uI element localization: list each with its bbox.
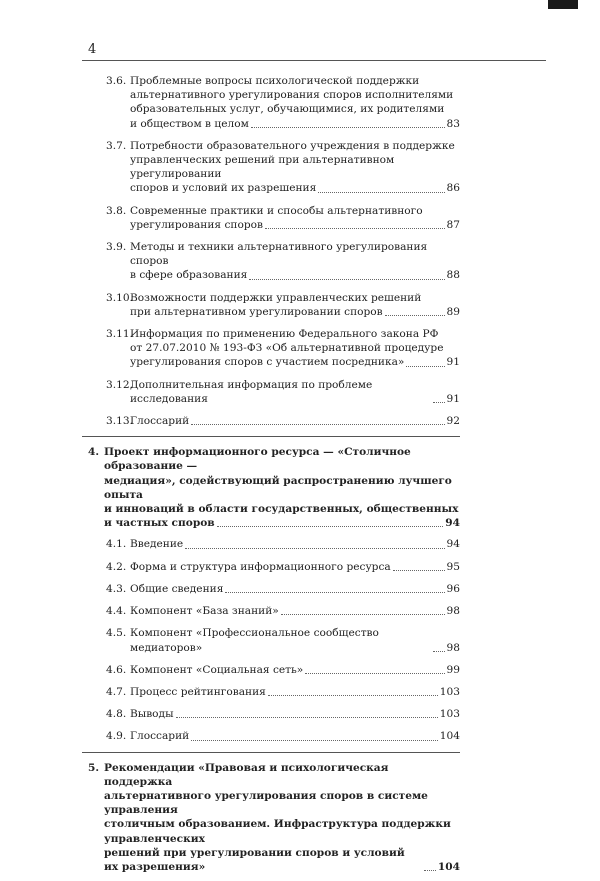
entry-title-line: Компонент «База знаний» — [130, 605, 279, 618]
page-ref: 103 — [439, 708, 460, 721]
entry-number: 4.6. — [106, 663, 127, 676]
entry-number: 3.9. — [106, 241, 127, 254]
section-separator — [82, 436, 460, 437]
dot-leader — [433, 651, 445, 652]
entry-number: 3.10. — [106, 291, 133, 304]
page-ref: 86 — [446, 182, 460, 195]
entry-last-line — [130, 707, 460, 721]
entry-title-line: Методы и техники альтернативного урегулирования споров — [130, 241, 428, 268]
entry-number: 4.1. — [106, 538, 127, 551]
entry-last-line — [130, 685, 460, 699]
entry-number: 3.13. — [106, 415, 133, 428]
entry-last-line — [130, 355, 460, 369]
dot-leader — [191, 740, 438, 741]
toc-entry[interactable] — [88, 240, 460, 283]
entry-last-line — [130, 560, 460, 574]
entry-number: 5. — [88, 761, 100, 774]
entry-last-line — [130, 626, 460, 654]
page-ref: 91 — [446, 392, 460, 405]
entry-title-line: в сфере образования — [130, 269, 248, 282]
entry-title-line: и обществом в целом — [130, 117, 249, 130]
toc-entry[interactable] — [88, 204, 460, 232]
entry-number: 3.8. — [106, 204, 127, 217]
entry-title-line: от 27.07.2010 № 193-ФЗ «Об альтернативной процедуре — [130, 342, 444, 355]
entry-title-line: образовательных услуг, обучающимися, их родителями — [130, 103, 445, 116]
entry-title-line: управленческих решений при альтернативном урегулировании — [130, 154, 395, 181]
entry-title-line: Современные практики и способы альтернативного — [130, 204, 423, 217]
dot-leader — [217, 526, 444, 527]
dot-leader — [268, 695, 438, 696]
entry-title-line: урегулирования споров — [130, 218, 263, 231]
toc-chapter-entry[interactable] — [88, 445, 460, 530]
entry-last-line — [104, 516, 460, 530]
entry-number: 4.9. — [106, 730, 127, 743]
toc-entry[interactable] — [88, 74, 460, 131]
toc-entry[interactable] — [88, 663, 460, 677]
section-separator — [82, 752, 460, 753]
toc-entry[interactable] — [88, 414, 460, 428]
header-rule — [82, 60, 546, 61]
entry-title-line: Возможности поддержки управленческих решений — [130, 291, 422, 304]
toc-entry[interactable] — [88, 707, 460, 721]
entry-title-line: Компонент «Профессиональное сообщество медиаторов» — [130, 627, 379, 654]
dot-leader — [185, 548, 444, 549]
entry-title-line: Глоссарий — [130, 415, 190, 428]
entry-number: 4. — [88, 446, 100, 459]
page-ref: 99 — [446, 663, 460, 676]
page-ref: 104 — [437, 860, 460, 873]
table-of-contents — [88, 74, 460, 881]
entry-number: 3.7. — [106, 139, 127, 152]
toc-entry[interactable] — [88, 582, 460, 596]
toc-entry[interactable] — [88, 685, 460, 699]
entry-title-line: Форма и структура информационного ресурса — [130, 560, 391, 573]
dot-leader — [251, 127, 445, 128]
page-ref: 94 — [445, 517, 460, 530]
dot-leader — [305, 673, 444, 674]
dot-leader — [281, 614, 445, 615]
dot-leader — [385, 315, 445, 316]
toc-entry[interactable] — [88, 537, 460, 551]
dot-leader — [265, 228, 445, 229]
entry-last-line — [104, 846, 460, 874]
entry-last-line — [130, 378, 460, 406]
dot-leader — [406, 366, 444, 367]
entry-number: 4.4. — [106, 605, 127, 618]
corner-tab-mark — [548, 0, 578, 9]
page-ref: 95 — [446, 560, 460, 573]
page-ref: 94 — [446, 538, 460, 551]
entry-title-line: Рекомендации «Правовая и психологическая поддержка — [104, 761, 389, 788]
entry-last-line — [130, 663, 460, 677]
entry-number: 3.11. — [106, 328, 133, 341]
dot-leader — [318, 192, 444, 193]
entry-last-line — [130, 729, 460, 743]
dot-leader — [225, 592, 444, 593]
dot-leader — [424, 870, 436, 871]
entry-number: 3.12. — [106, 378, 133, 391]
entry-last-line — [130, 305, 460, 319]
entry-number: 4.2. — [106, 560, 127, 573]
dot-leader — [433, 402, 445, 403]
entry-title-line: Информация по применению Федерального закона РФ — [130, 328, 439, 341]
entry-title-line: альтернативного урегулирования споров исполнителями — [130, 89, 454, 102]
page-ref: 98 — [446, 641, 460, 654]
entry-title-line: альтернативного урегулирования споров в системе управления — [104, 789, 428, 817]
entry-title-line: Глоссарий — [130, 730, 190, 743]
toc-entry[interactable] — [88, 327, 460, 370]
toc-entry[interactable] — [88, 560, 460, 574]
entry-last-line — [130, 414, 460, 428]
entry-number: 4.7. — [106, 685, 127, 698]
dot-leader — [176, 717, 438, 718]
page-ref: 83 — [446, 117, 460, 130]
entry-title-line: Потребности образовательного учреждения в поддержке — [130, 139, 455, 152]
entry-last-line — [130, 268, 460, 282]
entry-title-line: урегулирования споров с участием посредника» — [130, 356, 405, 369]
entry-title-line: Процесс рейтингования — [130, 685, 266, 698]
entry-title-line: столичным образованием. Инфраструктура поддержки управленческих — [104, 818, 451, 845]
page-number: 4 — [88, 42, 97, 57]
entry-title-line: Дополнительная информация по проблеме исследования — [130, 378, 373, 405]
toc-entry[interactable] — [88, 604, 460, 618]
entry-last-line — [130, 117, 460, 131]
entry-title-line: Выводы — [130, 708, 174, 721]
entry-title-line: Компонент «Социальная сеть» — [130, 663, 304, 676]
entry-title-line: и инноваций в области государственных, общественных — [104, 503, 459, 516]
page-ref: 103 — [439, 685, 460, 698]
page-ref: 91 — [446, 356, 460, 369]
toc-entry[interactable] — [88, 139, 460, 196]
entry-title-line: при альтернативном урегулировании споров — [130, 305, 383, 318]
entry-title-line: Проект информационного ресурса — «Столичное образование — — [104, 446, 411, 473]
entry-number: 3.6. — [106, 75, 127, 87]
page-ref: 89 — [446, 305, 460, 318]
dot-leader — [249, 279, 444, 280]
entry-last-line — [130, 582, 460, 596]
entry-last-line — [130, 181, 460, 195]
toc-entry[interactable] — [88, 729, 460, 743]
entry-title-line: медиация», содействующий распространению лучшего опыта — [104, 474, 452, 501]
page-ref: 88 — [446, 269, 460, 282]
toc-entry[interactable] — [88, 378, 460, 406]
entry-number: 4.5. — [106, 627, 127, 640]
page-ref: 87 — [446, 218, 460, 231]
entry-title-line: Введение — [130, 538, 184, 551]
entry-number: 4.3. — [106, 582, 127, 595]
toc-entry[interactable] — [88, 291, 460, 319]
entry-number: 4.8. — [106, 708, 127, 721]
entry-title-line: Общие сведения — [130, 582, 224, 595]
page-ref: 96 — [446, 582, 460, 595]
page-ref: 104 — [439, 730, 460, 743]
toc-entry[interactable] — [88, 626, 460, 654]
page-ref: 98 — [446, 605, 460, 618]
entry-last-line — [130, 218, 460, 232]
page-ref: 92 — [446, 415, 460, 428]
entry-title-line: и частных споров — [104, 517, 215, 530]
entry-last-line — [130, 604, 460, 618]
toc-chapter-entry[interactable] — [88, 761, 460, 875]
entry-title-line: решений при урегулировании споров и условий их разрешения» — [104, 846, 405, 873]
entry-last-line — [130, 537, 460, 551]
dot-leader — [393, 570, 445, 571]
dot-leader — [191, 424, 444, 425]
entry-title-line: Проблемные вопросы психологической поддержки — [130, 75, 420, 87]
entry-title-line: споров и условий их разрешения — [130, 182, 317, 195]
